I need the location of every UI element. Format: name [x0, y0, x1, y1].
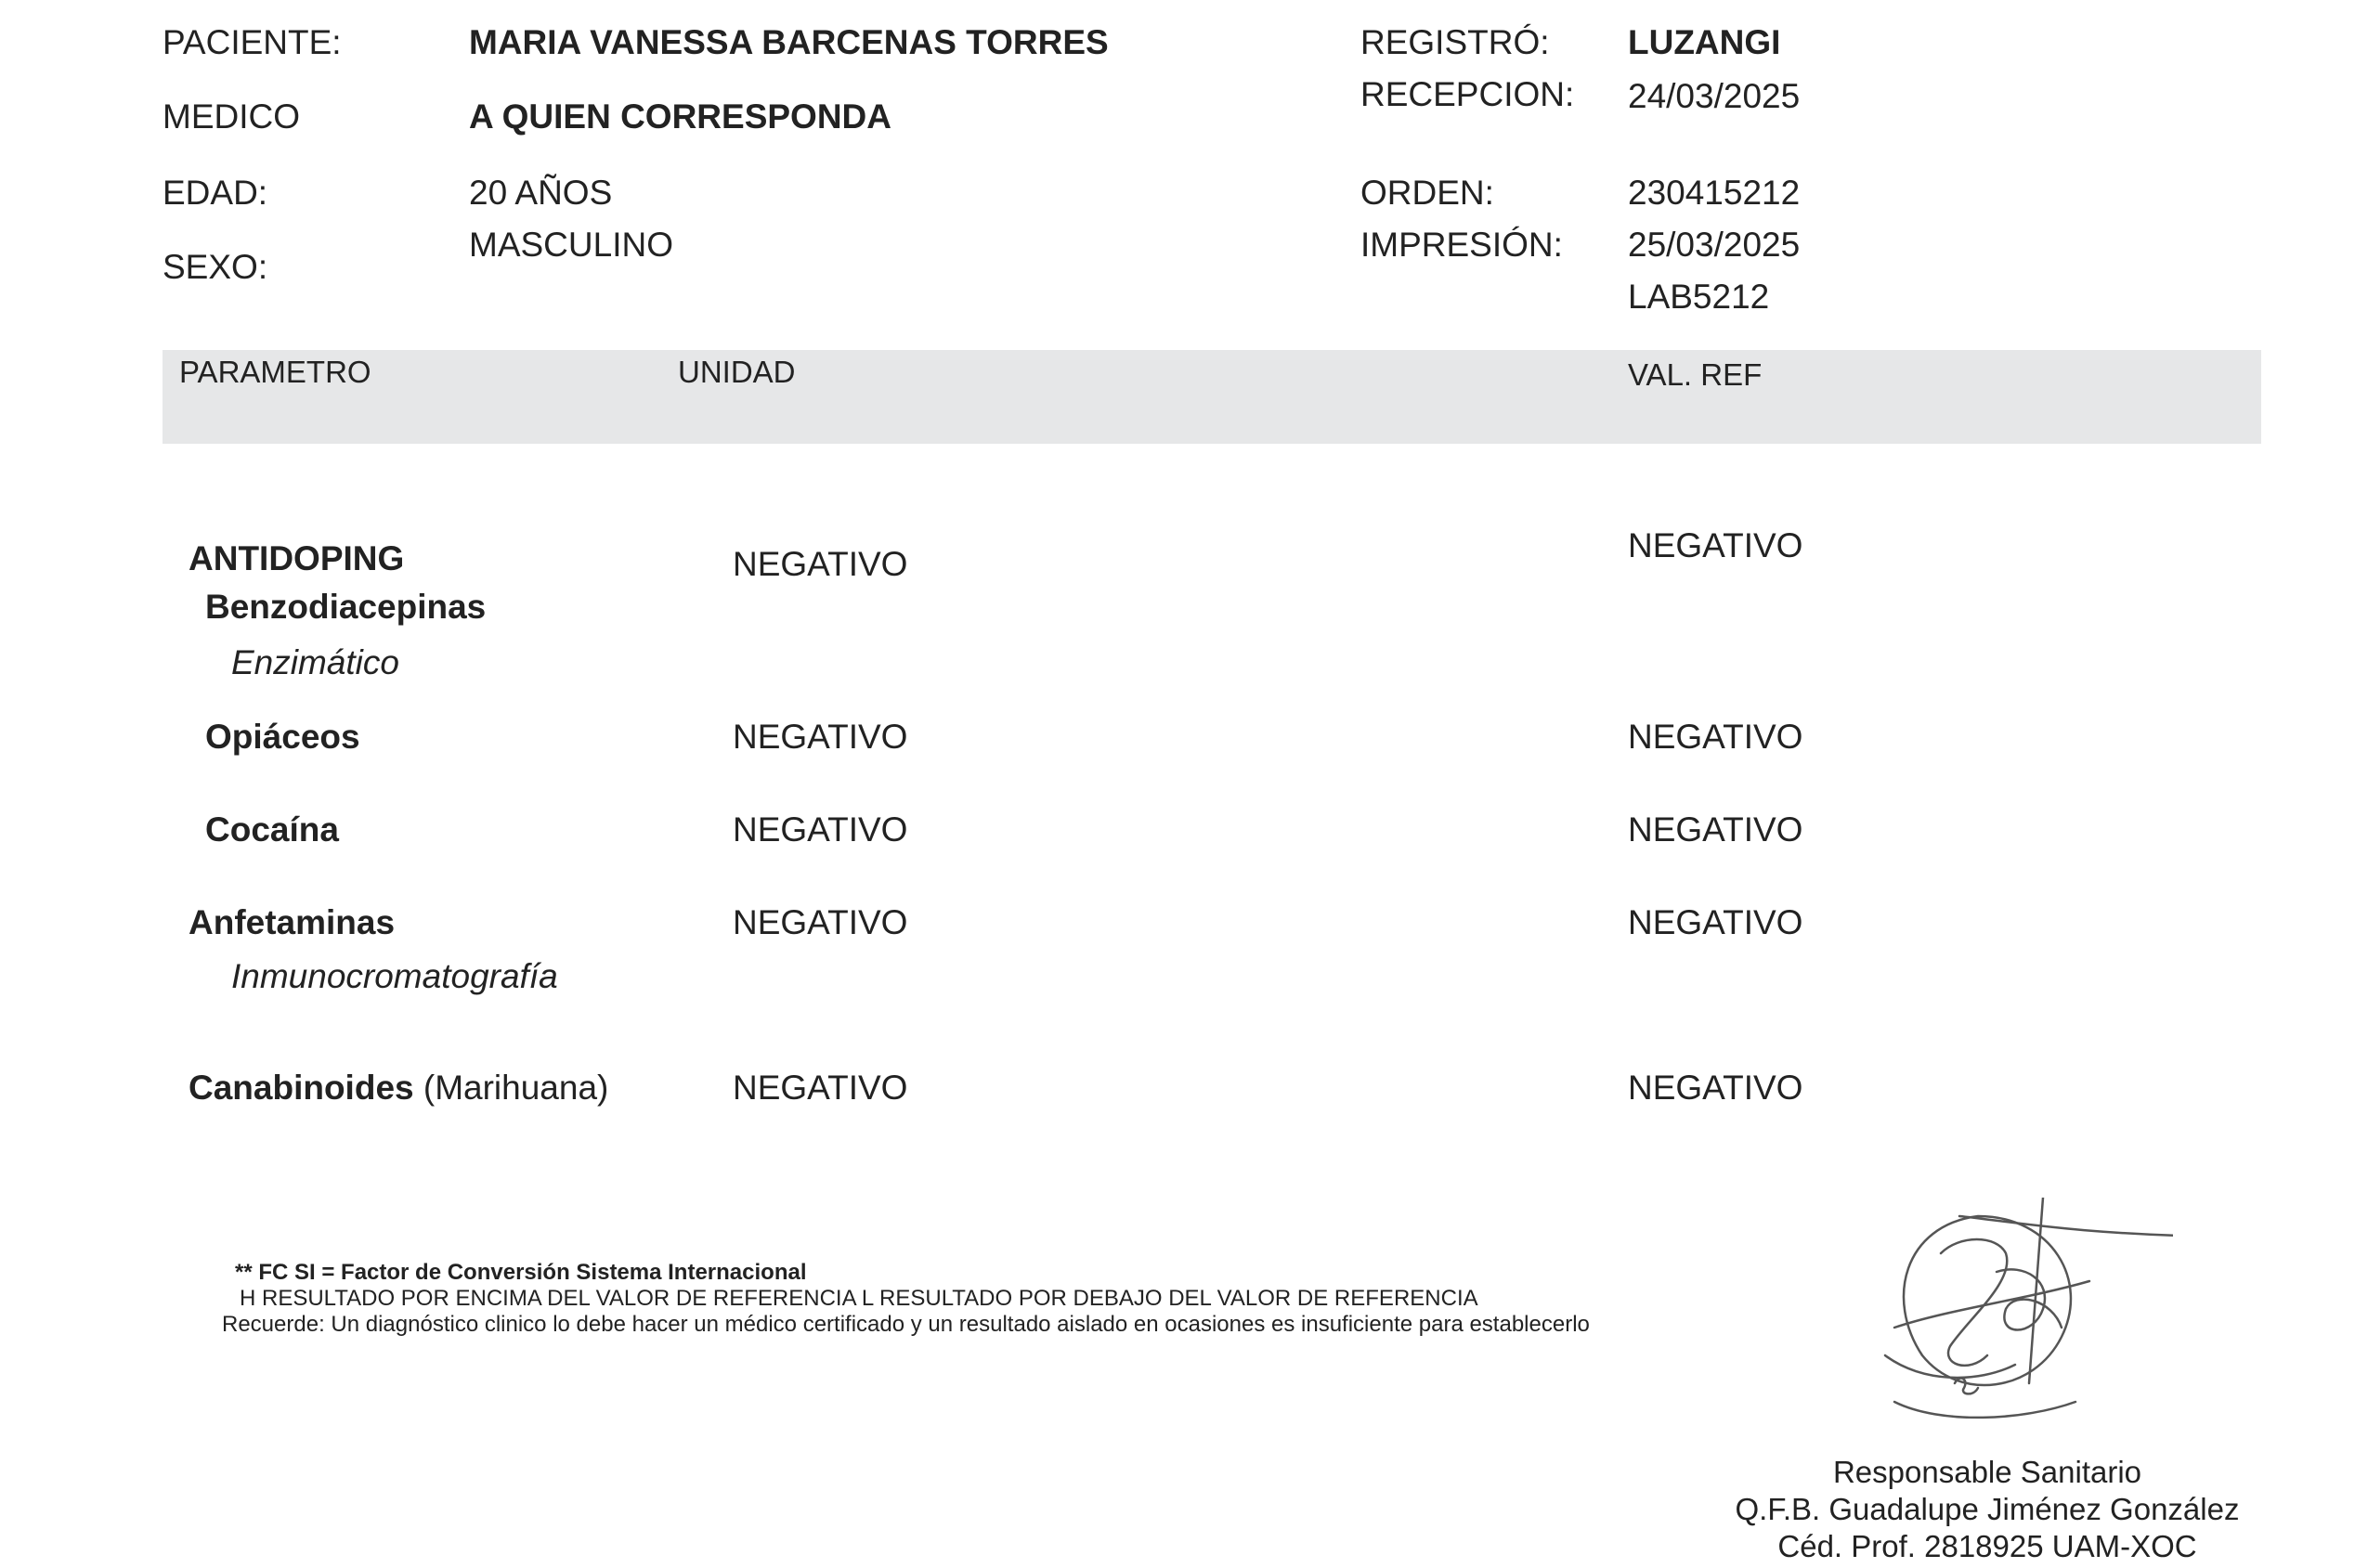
impresion-label: IMPRESIÓN: [1360, 226, 1563, 264]
signature-license: Céd. Prof. 2818925 UAM-XOC [1777, 1529, 2197, 1563]
signature-scribble [1867, 1198, 2173, 1439]
param-canabinoides-qualifier: (Marihuana) [423, 1069, 609, 1107]
ref-cocaina: NEGATIVO [1628, 810, 1803, 849]
col-header-parametro: PARAMETRO [179, 355, 371, 389]
param-cocaina: Cocaína [205, 810, 339, 849]
lab-code: LAB5212 [1628, 278, 1770, 316]
orden-value: 230415212 [1628, 174, 1801, 212]
ref-canabinoides: NEGATIVO [1628, 1069, 1803, 1107]
note-fc-si: ** FC SI = Factor de Conversión Sistema Internacional [235, 1260, 807, 1285]
paciente-value: MARIA VANESSA BARCENAS TORRES [469, 23, 1109, 61]
sexo-label: SEXO: [163, 248, 268, 286]
ref-anfetaminas: NEGATIVO [1628, 903, 1803, 941]
signature-block [1690, 1454, 2284, 1565]
ref-benzodiacepinas: NEGATIVO [1628, 526, 1803, 564]
col-header-val-ref: VAL. REF [1628, 357, 1763, 392]
param-anfetaminas: Anfetaminas [189, 903, 396, 941]
ref-opiaceos: NEGATIVO [1628, 718, 1803, 756]
orden-label: ORDEN: [1360, 174, 1494, 212]
table-header [163, 350, 2261, 444]
param-benzodiacepinas: Benzodiacepinas [205, 588, 487, 626]
col-header-unidad: UNIDAD [678, 355, 796, 389]
result-opiaceos: NEGATIVO [733, 718, 908, 756]
method-inmunocromatografia: Inmunocromatografía [231, 957, 558, 995]
medico-value: A QUIEN CORRESPONDA [469, 97, 892, 136]
param-canabinoides-row [189, 1068, 608, 1108]
registro-label: REGISTRÓ: [1360, 23, 1550, 61]
result-benzodiacepinas: NEGATIVO [733, 545, 908, 583]
section-title-antidoping: ANTIDOPING [189, 539, 405, 577]
recepcion-label: RECEPCION: [1360, 75, 1575, 113]
medico-label: MEDICO [163, 97, 300, 136]
signature-role: Responsable Sanitario [1832, 1455, 2142, 1489]
edad-label: EDAD: [163, 174, 268, 212]
impresion-value: 25/03/2025 [1628, 226, 1801, 264]
param-canabinoides: Canabinoides [189, 1069, 414, 1107]
sexo-value: MASCULINO [469, 226, 673, 264]
param-opiaceos: Opiáceos [205, 718, 360, 756]
note-recuerde: Recuerde: Un diagnóstico clinico lo debe hacer un médico certificado y un resultado aislado en ocasiones es insuficiente para establecerlo [222, 1312, 1590, 1337]
result-canabinoides: NEGATIVO [733, 1069, 908, 1107]
method-enzimatico: Enzimático [231, 643, 399, 681]
recepcion-value: 24/03/2025 [1628, 77, 1801, 115]
paciente-label: PACIENTE: [163, 23, 342, 61]
note-h-l: H RESULTADO POR ENCIMA DEL VALOR DE REFERENCIA L RESULTADO POR DEBAJO DEL VALOR DE REFERENCIA [240, 1286, 1478, 1311]
signature-name: Q.F.B. Guadalupe Jiménez González [1735, 1492, 2240, 1526]
result-anfetaminas: NEGATIVO [733, 903, 908, 941]
result-cocaina: NEGATIVO [733, 810, 908, 849]
edad-value: 20 AÑOS [469, 174, 613, 212]
registro-value: LUZANGI [1628, 23, 1781, 61]
